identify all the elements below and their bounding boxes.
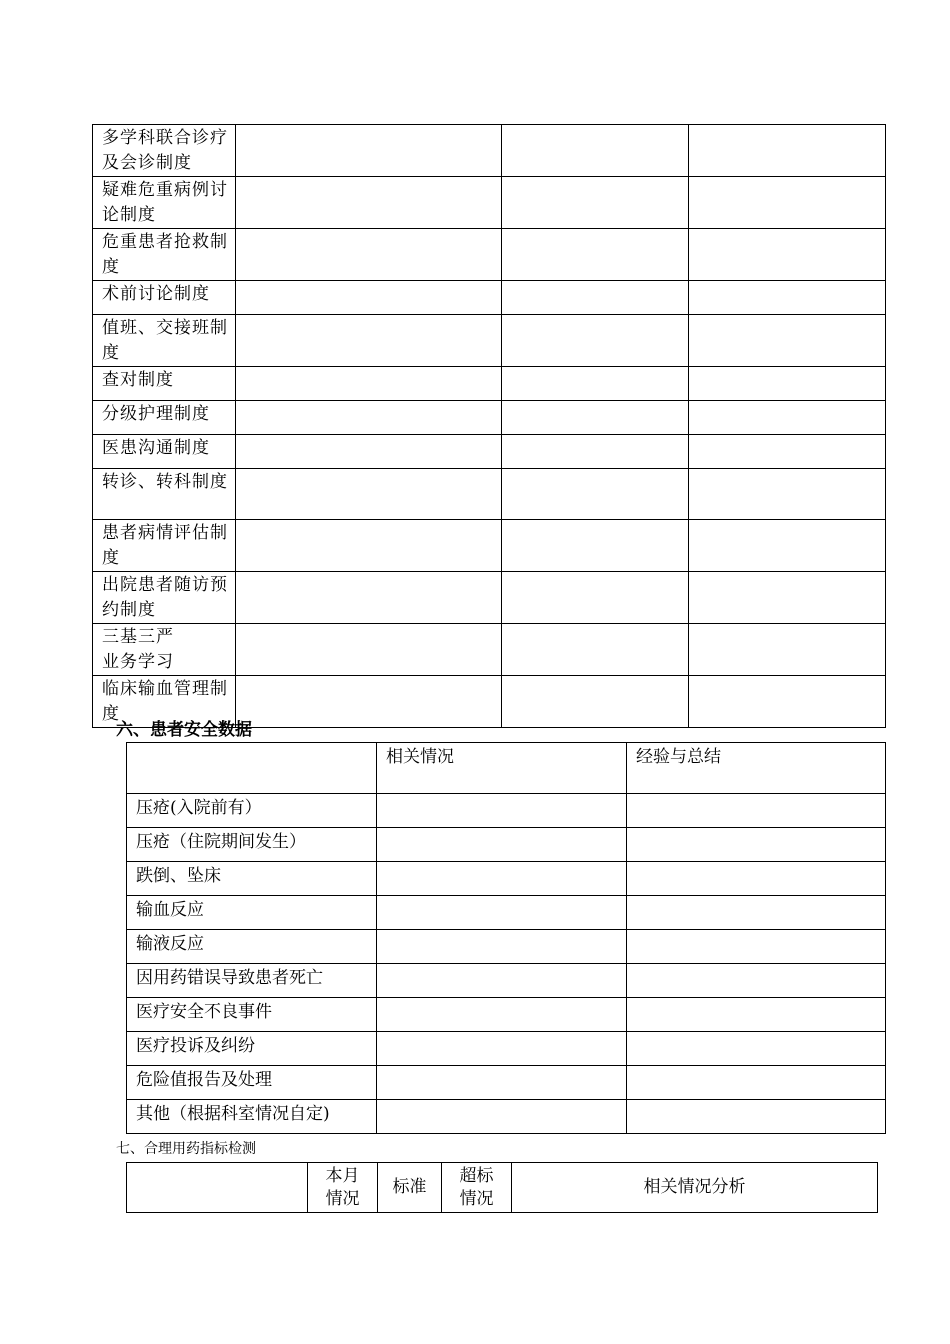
table-row (127, 828, 886, 862)
table-row (93, 125, 886, 177)
empty-cell[interactable] (689, 520, 886, 572)
system-name-cell: 转诊、转科制度 (93, 469, 236, 520)
empty-cell[interactable] (236, 229, 502, 281)
table-row (93, 520, 886, 572)
table-row (127, 1100, 886, 1134)
section-7-title: 七、合理用药指标检测 (116, 1141, 256, 1157)
empty-cell[interactable] (689, 315, 886, 367)
empty-cell[interactable] (377, 896, 627, 930)
column-header: 超标 情况 (442, 1163, 512, 1213)
empty-cell[interactable] (627, 862, 886, 896)
empty-cell[interactable] (502, 229, 689, 281)
empty-cell[interactable] (689, 624, 886, 676)
table-row (93, 177, 886, 229)
table-row (93, 572, 886, 624)
empty-cell[interactable] (689, 125, 886, 177)
empty-cell[interactable] (377, 998, 627, 1032)
empty-cell[interactable] (689, 572, 886, 624)
section-6-title: 六、患者安全数据 (116, 720, 252, 740)
table-row (93, 624, 886, 676)
empty-cell[interactable] (377, 828, 627, 862)
empty-cell[interactable] (236, 676, 502, 728)
empty-cell[interactable] (502, 520, 689, 572)
empty-cell[interactable] (689, 401, 886, 435)
empty-cell[interactable] (377, 964, 627, 998)
table-row (127, 998, 886, 1032)
empty-cell[interactable] (236, 520, 502, 572)
empty-cell[interactable] (627, 794, 886, 828)
empty-cell[interactable] (236, 435, 502, 469)
empty-cell[interactable] (502, 401, 689, 435)
system-name-cell: 多学科联合诊疗及会诊制度 (93, 125, 236, 177)
table-row (93, 229, 886, 281)
empty-cell[interactable] (236, 469, 502, 520)
empty-cell[interactable] (502, 315, 689, 367)
system-name-cell: 出院患者随访预约制度 (93, 572, 236, 624)
empty-cell[interactable] (627, 828, 886, 862)
safety-item-cell: 医疗投诉及纠纷 (127, 1032, 377, 1066)
safety-item-cell: 压疮（住院期间发生） (127, 828, 377, 862)
column-header: 标准 (378, 1163, 442, 1213)
patient-safety-table (126, 742, 886, 1134)
empty-cell[interactable] (689, 281, 886, 315)
table-row (127, 964, 886, 998)
header-row (127, 743, 886, 794)
safety-item-cell: 因用药错误导致患者死亡 (127, 964, 377, 998)
table-row (127, 1032, 886, 1066)
safety-item-cell: 跌倒、坠床 (127, 862, 377, 896)
system-name-cell: 术前讨论制度 (93, 281, 236, 315)
safety-item-cell: 危险值报告及处理 (127, 1066, 377, 1100)
column-header: 本月 情况 (308, 1163, 378, 1213)
table-row (127, 896, 886, 930)
column-header (127, 1163, 308, 1213)
empty-cell[interactable] (689, 469, 886, 520)
header-row (127, 1163, 878, 1213)
empty-cell[interactable] (377, 1066, 627, 1100)
empty-cell[interactable] (236, 367, 502, 401)
table-row (127, 930, 886, 964)
safety-item-cell: 输血反应 (127, 896, 377, 930)
empty-cell[interactable] (236, 572, 502, 624)
empty-cell[interactable] (236, 401, 502, 435)
empty-cell[interactable] (627, 998, 886, 1032)
column-header: 相关情况分析 (512, 1163, 878, 1213)
empty-cell[interactable] (627, 1032, 886, 1066)
empty-cell[interactable] (627, 930, 886, 964)
system-name-cell: 值班、交接班制度 (93, 315, 236, 367)
empty-cell[interactable] (502, 676, 689, 728)
empty-cell[interactable] (627, 964, 886, 998)
empty-cell[interactable] (502, 572, 689, 624)
table-row (127, 862, 886, 896)
system-name-cell: 医患沟通制度 (93, 435, 236, 469)
system-name-cell: 临床输血管理制度 (93, 676, 236, 728)
safety-item-cell: 其他（根据科室情况自定) (127, 1100, 377, 1134)
empty-cell[interactable] (377, 930, 627, 964)
empty-cell[interactable] (236, 125, 502, 177)
column-header: 经验与总结 (627, 743, 886, 794)
empty-cell[interactable] (689, 367, 886, 401)
empty-cell[interactable] (502, 367, 689, 401)
empty-cell[interactable] (502, 624, 689, 676)
table-row (127, 1066, 886, 1100)
safety-item-cell: 压疮(入院前有） (127, 794, 377, 828)
empty-cell[interactable] (689, 676, 886, 728)
system-name-cell: 分级护理制度 (93, 401, 236, 435)
table-row (127, 794, 886, 828)
system-name-cell: 三基三严 业务学习 (93, 624, 236, 676)
empty-cell[interactable] (627, 1100, 886, 1134)
empty-cell[interactable] (377, 1100, 627, 1134)
empty-cell[interactable] (689, 229, 886, 281)
empty-cell[interactable] (689, 435, 886, 469)
empty-cell[interactable] (689, 177, 886, 229)
empty-cell[interactable] (502, 281, 689, 315)
empty-cell[interactable] (236, 177, 502, 229)
empty-cell[interactable] (236, 624, 502, 676)
table-row (93, 435, 886, 469)
empty-cell[interactable] (502, 469, 689, 520)
empty-cell[interactable] (502, 177, 689, 229)
system-table (92, 124, 886, 728)
safety-item-cell: 医疗安全不良事件 (127, 998, 377, 1032)
column-header: 相关情况 (377, 743, 627, 794)
empty-cell[interactable] (627, 1066, 886, 1100)
table-row (93, 401, 886, 435)
table-row (93, 469, 886, 520)
system-name-cell: 患者病情评估制度 (93, 520, 236, 572)
empty-cell[interactable] (236, 281, 502, 315)
system-name-cell: 危重患者抢救制度 (93, 229, 236, 281)
drug-indicator-table (126, 1162, 878, 1213)
empty-cell[interactable] (502, 125, 689, 177)
system-name-cell: 查对制度 (93, 367, 236, 401)
safety-item-cell: 输液反应 (127, 930, 377, 964)
empty-cell[interactable] (627, 896, 886, 930)
empty-cell[interactable] (377, 794, 627, 828)
table-row (93, 315, 886, 367)
column-header (127, 743, 377, 794)
empty-cell[interactable] (377, 1032, 627, 1066)
empty-cell[interactable] (502, 435, 689, 469)
empty-cell[interactable] (377, 862, 627, 896)
empty-cell[interactable] (236, 315, 502, 367)
table-row (93, 367, 886, 401)
system-name-cell: 疑难危重病例讨论制度 (93, 177, 236, 229)
table-row (93, 281, 886, 315)
